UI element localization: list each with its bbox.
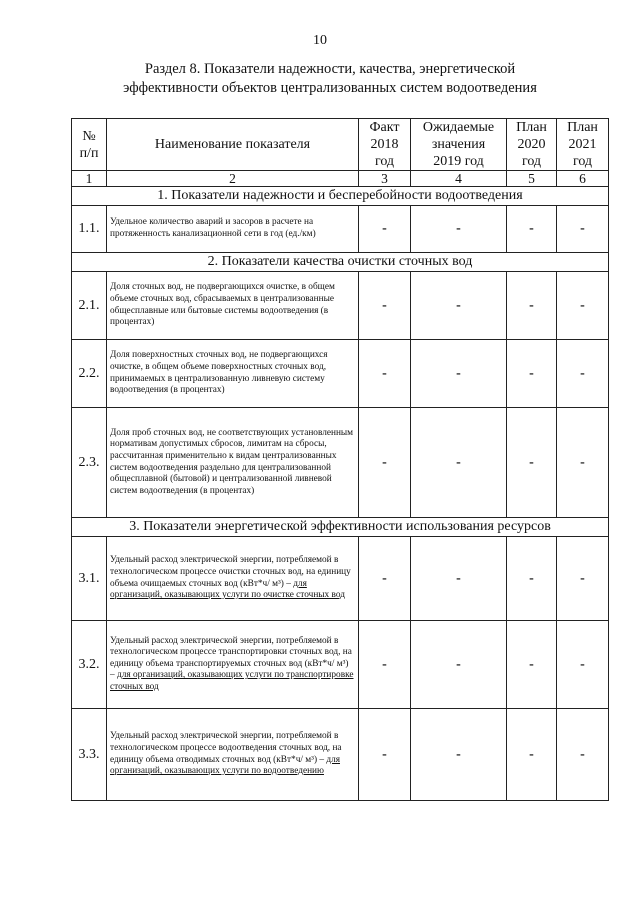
- indicator-text: Удельный расход электрической энергии, потребляемой в технологическом процессе транспортировки сточных вод, на единицу объема транспортируемых сточных вод (кВт*ч/ м³) –: [110, 635, 352, 681]
- column-number-row: [72, 171, 609, 187]
- table-row: [72, 272, 609, 340]
- indicator-value: -: [507, 408, 557, 518]
- indicator-value: -: [411, 408, 507, 518]
- group-title: 1. Показатели надежности и бесперебойности водоотведения: [72, 187, 609, 206]
- indicator-text: Удельный расход электрической энергии, потребляемой в технологическом процессе очистки сточных вод, на единицу объема очищаемых сточных вод (кВт*ч/ м³) –: [110, 555, 351, 589]
- indicator-name: [107, 709, 359, 801]
- table-header-row: [72, 119, 609, 171]
- indicator-value: -: [557, 272, 609, 340]
- indicator-value: -: [507, 709, 557, 801]
- indicator-text: Доля проб сточных вод, не соответствующих установленным нормативам допустимых сбросов, лимитам на сбросы, рассчитанная применительно к видам централизованных систем водоотведения раздельно для централизованной общесплавной (бытовой) и централизованной ливневой систем водоотведения (в процентах): [110, 427, 354, 496]
- header-plan-2021: План 2021 год: [557, 119, 609, 171]
- indicator-name: [107, 621, 359, 709]
- row-number: 2.2.: [72, 340, 107, 408]
- indicator-value: -: [411, 340, 507, 408]
- indicator-name: [107, 206, 359, 253]
- table-row: [72, 340, 609, 408]
- indicator-value: -: [359, 340, 411, 408]
- row-number: 3.3.: [72, 709, 107, 801]
- indicator-name: [107, 537, 359, 621]
- indicator-name: [107, 408, 359, 518]
- row-number: 1.1.: [72, 206, 107, 253]
- indicator-value: -: [411, 621, 507, 709]
- indicator-value: -: [411, 272, 507, 340]
- column-number: 2: [107, 171, 359, 187]
- indicator-text: Удельное количество аварий и засоров в расчете на протяженность канализационной сети в год (ед./км): [110, 217, 316, 239]
- header-name: Наименование показателя: [107, 119, 359, 171]
- row-number: 3.1.: [72, 537, 107, 621]
- indicator-value: -: [507, 621, 557, 709]
- indicator-value: -: [411, 709, 507, 801]
- section-title: [60, 60, 600, 98]
- indicator-name: [107, 340, 359, 408]
- column-number: 3: [359, 171, 411, 187]
- indicator-value: -: [557, 340, 609, 408]
- row-number: 2.1.: [72, 272, 107, 340]
- indicator-scope-text: для организаций, оказывающих услуги по водоотведению: [110, 754, 340, 777]
- indicator-value: -: [411, 537, 507, 621]
- indicator-value: -: [557, 537, 609, 621]
- table-row: [72, 408, 609, 518]
- indicator-value: -: [359, 621, 411, 709]
- row-number: 3.2.: [72, 621, 107, 709]
- group-header-row: [72, 518, 609, 537]
- indicator-scope-text: для организаций, оказывающих услуги по транспортировке сточных вод: [110, 670, 354, 692]
- group-header-row: [72, 253, 609, 272]
- indicator-text: Удельный расход электрической энергии, потребляемой в технологическом процессе водоотведения сточных вод, на единицу объема отводимых сточных вод (кВт*ч/ м³) –: [110, 731, 342, 765]
- group-header-row: [72, 187, 609, 206]
- indicator-value: -: [507, 340, 557, 408]
- header-fact-2018: Факт 2018 год: [359, 119, 411, 171]
- indicator-value: -: [507, 206, 557, 253]
- table-body: [72, 187, 609, 801]
- indicator-value: -: [359, 709, 411, 801]
- indicator-value: -: [557, 709, 609, 801]
- indicators-table: [71, 118, 609, 801]
- section-title-line-1: Раздел 8. Показатели надежности, качества, энергетической: [144, 61, 516, 77]
- indicator-value: -: [359, 537, 411, 621]
- group-title: 3. Показатели энергетической эффективности использования ресурсов: [72, 518, 609, 537]
- header-plan-2020: План 2020 год: [507, 119, 557, 171]
- indicator-value: -: [557, 408, 609, 518]
- column-number: 1: [72, 171, 107, 187]
- row-number: 2.3.: [72, 408, 107, 518]
- section-title-line-2: эффективности объектов централизованных систем водоотведения: [123, 80, 537, 96]
- indicator-value: -: [557, 621, 609, 709]
- column-number: 5: [507, 171, 557, 187]
- table-row: [72, 709, 609, 801]
- header-expected-2019: Ожидаемые значения 2019 год: [411, 119, 507, 171]
- column-number: 6: [557, 171, 609, 187]
- indicator-name: [107, 272, 359, 340]
- indicator-text: Доля поверхностных сточных вод, не подвергающихся очистке, в общем объеме поверхностных сточных вод, принимаемых в централизованную ливневую систему водоотведения (в процентах): [110, 350, 328, 396]
- indicator-value: -: [359, 206, 411, 253]
- indicator-value: -: [411, 206, 507, 253]
- indicator-scope-text: для организаций, оказывающих услуги по очистке сточных вод: [110, 578, 345, 601]
- table-row: [72, 621, 609, 709]
- table-row: [72, 537, 609, 621]
- table-row: [72, 206, 609, 253]
- indicator-text: Доля сточных вод, не подвергающихся очистке, в общем объеме сточных вод, сбрасываемых в централизованные общесплавные или бытовые системы водоотведения (в процентах): [110, 282, 335, 328]
- page-number: 10: [313, 33, 327, 48]
- indicator-value: -: [359, 408, 411, 518]
- indicator-value: -: [557, 206, 609, 253]
- group-title: 2. Показатели качества очистки сточных вод: [72, 253, 609, 272]
- column-number: 4: [411, 171, 507, 187]
- indicator-value: -: [359, 272, 411, 340]
- indicator-value: -: [507, 537, 557, 621]
- header-num: № п/п: [72, 119, 107, 171]
- indicator-value: -: [507, 272, 557, 340]
